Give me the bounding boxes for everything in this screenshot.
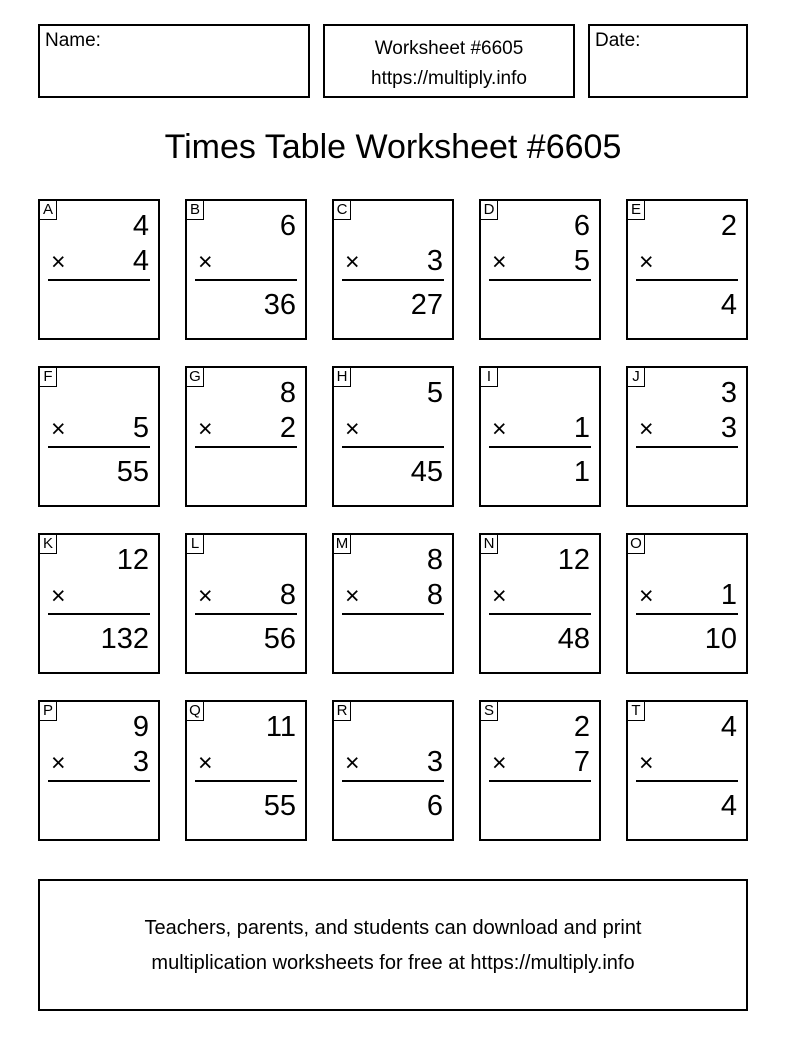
problem-letter: H — [334, 368, 351, 387]
times-sign: × — [345, 415, 360, 443]
problem-card[interactable] — [479, 533, 601, 674]
times-sign: × — [345, 749, 360, 777]
name-label: Name: — [45, 30, 101, 51]
times-sign: × — [51, 248, 66, 276]
worksheet-id-box — [323, 24, 575, 98]
times-sign: × — [51, 415, 66, 443]
problem-divider-line — [48, 279, 150, 281]
problem-card[interactable] — [332, 199, 454, 340]
problem-letter: M — [334, 535, 351, 554]
problem-divider-line — [342, 613, 444, 615]
times-sign: × — [639, 415, 654, 443]
problem-letter: K — [40, 535, 57, 554]
problem-card[interactable] — [38, 366, 160, 507]
problem-top-number: 3 — [720, 377, 737, 409]
problem-letter: A — [40, 201, 57, 220]
problem-divider-line — [636, 613, 738, 615]
problem-top-number: 8 — [279, 377, 296, 409]
problem-divider-line — [195, 446, 297, 448]
problem-answer: 6 — [426, 790, 443, 822]
problem-card[interactable] — [626, 700, 748, 841]
problem-top-number: 11 — [265, 711, 296, 743]
problem-bottom-number: 3 — [720, 412, 737, 444]
problem-bottom-number: 1 — [720, 579, 737, 611]
worksheet-site-url: https://multiply.info — [371, 68, 527, 89]
problem-letter: P — [40, 702, 57, 721]
problem-card[interactable] — [626, 366, 748, 507]
problem-letter: I — [481, 368, 498, 387]
problem-card[interactable] — [38, 533, 160, 674]
problem-letter: N — [481, 535, 498, 554]
times-sign: × — [51, 582, 66, 610]
problem-card[interactable] — [332, 533, 454, 674]
problem-divider-line — [48, 613, 150, 615]
problem-letter: R — [334, 702, 351, 721]
times-sign: × — [345, 248, 360, 276]
problem-divider-line — [489, 613, 591, 615]
problem-card[interactable] — [332, 700, 454, 841]
problem-letter: O — [628, 535, 645, 554]
problem-answer: 1 — [573, 456, 590, 488]
worksheet-number: Worksheet #6605 — [374, 38, 524, 59]
times-sign: × — [492, 248, 507, 276]
problem-divider-line — [342, 780, 444, 782]
problem-answer: 4 — [720, 790, 737, 822]
problem-divider-line — [342, 279, 444, 281]
name-field-box[interactable] — [38, 24, 310, 98]
problem-answer: 10 — [704, 623, 737, 655]
problem-letter: C — [334, 201, 351, 220]
times-sign: × — [492, 582, 507, 610]
problem-top-number: 12 — [557, 544, 590, 576]
problem-top-number: 12 — [116, 544, 149, 576]
problem-card[interactable] — [332, 366, 454, 507]
problem-bottom-number: 3 — [426, 245, 443, 277]
footer-line-2: multiplication worksheets for free at https://multiply.info — [151, 952, 635, 974]
problem-answer: 45 — [410, 456, 443, 488]
times-sign: × — [198, 248, 213, 276]
problem-letter: S — [481, 702, 498, 721]
times-sign: × — [198, 582, 213, 610]
problem-top-number: 6 — [279, 210, 296, 242]
problem-divider-line — [489, 279, 591, 281]
problem-top-number: 5 — [426, 377, 443, 409]
problem-top-number: 4 — [132, 210, 149, 242]
times-sign: × — [492, 415, 507, 443]
problem-top-number: 2 — [573, 711, 590, 743]
problem-bottom-number: 3 — [132, 746, 149, 778]
problem-divider-line — [48, 780, 150, 782]
problem-card[interactable] — [626, 199, 748, 340]
problem-divider-line — [636, 279, 738, 281]
problem-answer: 56 — [263, 623, 296, 655]
footer-box — [38, 879, 748, 1011]
problem-answer: 27 — [410, 289, 443, 321]
problem-divider-line — [489, 780, 591, 782]
problem-letter: J — [628, 368, 645, 387]
problem-letter: E — [628, 201, 645, 220]
times-sign: × — [198, 749, 213, 777]
problem-card[interactable] — [479, 199, 601, 340]
problem-bottom-number: 8 — [426, 579, 443, 611]
times-sign: × — [345, 582, 360, 610]
problem-top-number: 2 — [720, 210, 737, 242]
problem-divider-line — [195, 279, 297, 281]
problem-card[interactable] — [38, 700, 160, 841]
date-field-box[interactable] — [588, 24, 748, 98]
problem-divider-line — [48, 446, 150, 448]
problem-card[interactable] — [479, 700, 601, 841]
problem-letter: T — [628, 702, 645, 721]
times-sign: × — [639, 248, 654, 276]
problem-divider-line — [195, 780, 297, 782]
times-sign: × — [51, 749, 66, 777]
problem-bottom-number: 1 — [573, 412, 590, 444]
problem-letter: D — [481, 201, 498, 220]
problem-bottom-number: 5 — [573, 245, 590, 277]
times-sign: × — [198, 415, 213, 443]
problem-letter: B — [187, 201, 204, 220]
problem-answer: 48 — [557, 623, 590, 655]
problem-answer: 55 — [263, 790, 296, 822]
problem-answer: 4 — [720, 289, 737, 321]
problem-bottom-number: 3 — [426, 746, 443, 778]
date-label: Date: — [595, 30, 641, 51]
problem-card[interactable] — [479, 366, 601, 507]
problem-letter: G — [187, 368, 204, 387]
problem-card[interactable] — [38, 199, 160, 340]
problem-bottom-number: 8 — [279, 579, 296, 611]
problem-letter: F — [40, 368, 57, 387]
problem-bottom-number: 4 — [132, 245, 149, 277]
problem-divider-line — [636, 780, 738, 782]
problem-answer: 132 — [100, 623, 149, 655]
problem-bottom-number: 2 — [279, 412, 296, 444]
problem-answer: 55 — [116, 456, 149, 488]
problem-top-number: 9 — [132, 711, 149, 743]
problem-letter: L — [187, 535, 204, 554]
problem-divider-line — [636, 446, 738, 448]
times-sign: × — [492, 749, 507, 777]
problem-bottom-number: 5 — [132, 412, 149, 444]
problem-bottom-number: 7 — [573, 746, 590, 778]
times-sign: × — [639, 582, 654, 610]
problem-card[interactable] — [185, 366, 307, 507]
problem-divider-line — [489, 446, 591, 448]
problem-divider-line — [342, 446, 444, 448]
problem-card[interactable] — [185, 700, 307, 841]
times-sign: × — [639, 749, 654, 777]
problem-divider-line — [195, 613, 297, 615]
problem-top-number: 8 — [426, 544, 443, 576]
footer-line-1: Teachers, parents, and students can download and print — [144, 917, 642, 939]
page-title: Times Table Worksheet #6605 — [164, 128, 622, 166]
problem-answer: 36 — [263, 289, 296, 321]
problem-letter: Q — [187, 702, 204, 721]
problem-top-number: 6 — [573, 210, 590, 242]
problem-card[interactable] — [185, 199, 307, 340]
problem-top-number: 4 — [720, 711, 737, 743]
problem-card[interactable] — [185, 533, 307, 674]
problem-card[interactable] — [626, 533, 748, 674]
